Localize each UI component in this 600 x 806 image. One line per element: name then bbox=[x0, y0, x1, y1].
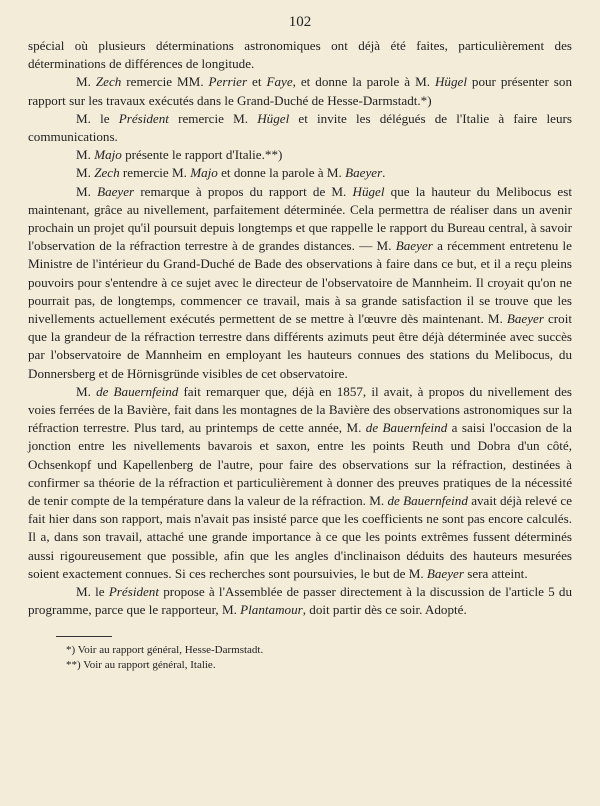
paragraph: M. Zech remercie M. Majo et donne la parole à M. Baeyer. bbox=[76, 165, 386, 181]
footnote: *) Voir au rapport général, Hesse-Darmstadt. bbox=[66, 643, 264, 656]
paragraph: M. le Président remercie M. Hügel et invite les délégués de l'Italie à faire leurs communications. bbox=[28, 110, 572, 145]
paragraph: M. Zech remercie MM. Perrier et Faye, et donne la parole à M. Hügel pour présenter son rapport sur les travaux exécutés dans le Grand-Duché de Hesse-Darmstadt.*) bbox=[28, 74, 572, 108]
paragraph: M. le Président propose à l'Assemblée de passer directement à la discussion de l'article 5 du programme, parce que le rapporteur, M. Plantamour, doit partir dès ce soir. Adopté. bbox=[28, 584, 572, 618]
footnote-divider bbox=[56, 636, 112, 637]
footnote: **) Voir au rapport général, Italie. bbox=[66, 658, 216, 671]
footnotes bbox=[28, 643, 572, 673]
paragraph: M. Majo présente le rapport d'Italie.**) bbox=[76, 147, 283, 163]
paragraph: spécial où plusieurs déterminations astronomiques ont déjà été faites, particulièrement des déterminations de différences de longitude. bbox=[28, 38, 572, 72]
body-text bbox=[28, 37, 572, 620]
paragraph: M. de Bauernfeind fait remarquer que, déjà en 1857, il avait, à propos du nivellement des voies ferrées de la Bavière, fait dans les montagnes de la Bavière des observations astronomiques sur la réfraction terrestre. Plus tard, au printemps de cette année, M. de Bauernfeind a saisi l'occasion de la jonction entre les nivellements bavarois et saxon, entre les points Reuth und Dobra d'un côté, Ochsenkopf und Kapellenberg de l'autre, pour faire des observations sur la réfraction, destinées à confirmer sa théorie de la réfraction et particulièrement à donner des preuves pratiques de la nécessité de tenir compte de la température dans la valeur de la réfraction. M. de Bauernfeind avait déjà relevé ce fait hier dans son rapport, mais n'avait pas insisté parce que les coefficients ne sont pas encore calculés. Il a, dans son travail, attaché une grande importance à ce que les points extrêmes fussent déterminés aussi rigoureusement que possible, afin que les angles d'inclinaison déduits des hauteurs mesurées soient exactement connues. Si ces recherches sont poursuivies, le but de M. Baeyer sera atteint. bbox=[28, 383, 573, 581]
page-number: 102 bbox=[288, 14, 312, 30]
paragraph: M. Baeyer remarque à propos du rapport de M. Hügel que la hauteur du Melibocus est maintenant, grâce au nivellement, parfaitement déterminée. Cela permettra de réaliser dans un avenir prochain un projet qu'il poursuit depuis longtemps et que rappelle le rapport du Bureau central, à savoir l'observation de la réfraction terrestre à de grandes distances. — M. Baeyer a récemment entretenu le Ministre de l'intérieur du Grand-Duché de Bade des observations à faire dans ce but, et il a reçu pleins pouvoirs pour s'entendre à ce sujet avec le directeur de l'observatoire de Mannheim. Il croyait qu'on ne pourrait pas, de longtemps, commencer ce travail, mais à sa grande satisfaction il se trouve que les nivellements actuellement exécutés permettent de se mettre à l'œuvre dès maintenant. M. Baeyer croit que la grandeur de la réfraction terrestre dans différents azimuts peut être déjà déterminée avec succès par l'observatoire de Mannheim en employant les hauteurs connues des stations du Melibocus, du Donnersberg et de Hörnisgründe visibles de cet observatoire. bbox=[28, 183, 572, 381]
